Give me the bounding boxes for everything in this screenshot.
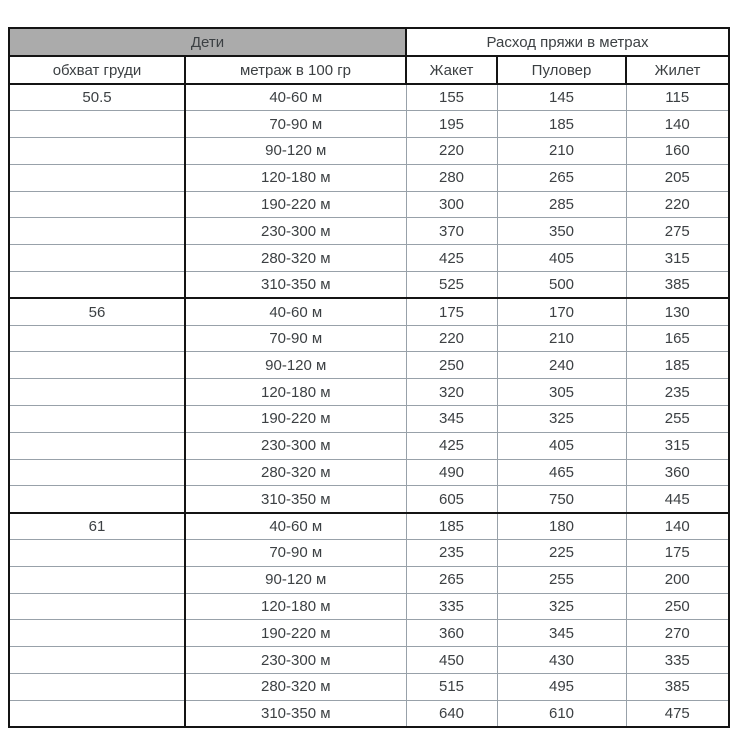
- vest-cell: 270: [626, 620, 729, 647]
- yarn-consumption-table-container: [8, 27, 730, 728]
- table-row: [9, 459, 729, 486]
- range-cell: 310-350 м: [185, 486, 406, 513]
- vest-cell: 250: [626, 593, 729, 620]
- jacket-cell: 335: [406, 593, 497, 620]
- jacket-cell: 195: [406, 111, 497, 138]
- chest-cell: [9, 245, 185, 272]
- jacket-cell: 250: [406, 352, 497, 379]
- table-row: [9, 218, 729, 245]
- range-cell: 190-220 м: [185, 191, 406, 218]
- vest-cell: 165: [626, 325, 729, 352]
- chest-cell: [9, 406, 185, 433]
- chest-cell: [9, 325, 185, 352]
- vest-cell: 445: [626, 486, 729, 513]
- table-row: [9, 84, 729, 111]
- range-cell: 70-90 м: [185, 325, 406, 352]
- table-row: [9, 191, 729, 218]
- chest-cell: [9, 566, 185, 593]
- table-header: [9, 28, 729, 84]
- chest-cell: [9, 486, 185, 513]
- table-row: [9, 298, 729, 325]
- chest-cell: [9, 674, 185, 701]
- chest-cell: [9, 540, 185, 567]
- vest-cell: 255: [626, 406, 729, 433]
- range-cell: 190-220 м: [185, 406, 406, 433]
- vest-cell: 315: [626, 432, 729, 459]
- chest-cell: 56: [9, 298, 185, 325]
- jacket-cell: 525: [406, 272, 497, 299]
- chest-cell: 61: [9, 513, 185, 540]
- range-cell: 230-300 м: [185, 432, 406, 459]
- chest-cell: [9, 459, 185, 486]
- vest-cell: 235: [626, 379, 729, 406]
- range-cell: 40-60 м: [185, 513, 406, 540]
- vest-cell: 205: [626, 164, 729, 191]
- table-row: [9, 406, 729, 433]
- pullover-cell: 170: [497, 298, 626, 325]
- table-row: [9, 245, 729, 272]
- column-header-yardage: метраж в 100 гр: [185, 56, 406, 84]
- jacket-cell: 265: [406, 566, 497, 593]
- range-cell: 280-320 м: [185, 459, 406, 486]
- vest-cell: 140: [626, 111, 729, 138]
- range-cell: 310-350 м: [185, 272, 406, 299]
- pullover-cell: 345: [497, 620, 626, 647]
- pullover-cell: 210: [497, 325, 626, 352]
- table-row: [9, 647, 729, 674]
- pullover-cell: 405: [497, 245, 626, 272]
- range-cell: 90-120 м: [185, 138, 406, 165]
- range-cell: 230-300 м: [185, 647, 406, 674]
- table-row: [9, 138, 729, 165]
- jacket-cell: 425: [406, 245, 497, 272]
- pullover-cell: 255: [497, 566, 626, 593]
- column-header-vest: Жилет: [626, 56, 729, 84]
- table-row: [9, 164, 729, 191]
- range-cell: 120-180 м: [185, 164, 406, 191]
- yarn-consumption-table: [8, 27, 730, 728]
- pullover-cell: 495: [497, 674, 626, 701]
- chest-cell: [9, 164, 185, 191]
- jacket-cell: 280: [406, 164, 497, 191]
- vest-cell: 335: [626, 647, 729, 674]
- jacket-cell: 370: [406, 218, 497, 245]
- range-cell: 280-320 м: [185, 245, 406, 272]
- jacket-cell: 320: [406, 379, 497, 406]
- table-row: [9, 620, 729, 647]
- chest-cell: [9, 620, 185, 647]
- pullover-cell: 350: [497, 218, 626, 245]
- pullover-cell: 500: [497, 272, 626, 299]
- pullover-cell: 145: [497, 84, 626, 111]
- table-row: [9, 272, 729, 299]
- table-row: [9, 700, 729, 727]
- pullover-cell: 325: [497, 593, 626, 620]
- table-row: [9, 513, 729, 540]
- jacket-cell: 345: [406, 406, 497, 433]
- pullover-cell: 305: [497, 379, 626, 406]
- vest-cell: 385: [626, 272, 729, 299]
- pullover-cell: 240: [497, 352, 626, 379]
- jacket-cell: 640: [406, 700, 497, 727]
- range-cell: 40-60 м: [185, 84, 406, 111]
- group-header-row: [9, 28, 729, 56]
- table-row: [9, 566, 729, 593]
- range-cell: 190-220 м: [185, 620, 406, 647]
- table-row: [9, 432, 729, 459]
- table-row: [9, 486, 729, 513]
- chest-cell: [9, 379, 185, 406]
- range-cell: 120-180 м: [185, 593, 406, 620]
- vest-cell: 315: [626, 245, 729, 272]
- vest-cell: 185: [626, 352, 729, 379]
- table-row: [9, 593, 729, 620]
- chest-cell: [9, 218, 185, 245]
- vest-cell: 130: [626, 298, 729, 325]
- chest-cell: [9, 352, 185, 379]
- chest-cell: [9, 138, 185, 165]
- table-body: [9, 84, 729, 727]
- column-header-chest: обхват груди: [9, 56, 185, 84]
- pullover-cell: 430: [497, 647, 626, 674]
- pullover-cell: 285: [497, 191, 626, 218]
- chest-cell: [9, 191, 185, 218]
- vest-cell: 475: [626, 700, 729, 727]
- chest-cell: [9, 111, 185, 138]
- jacket-cell: 605: [406, 486, 497, 513]
- range-cell: 70-90 м: [185, 111, 406, 138]
- chest-cell: [9, 272, 185, 299]
- jacket-cell: 490: [406, 459, 497, 486]
- column-header-row: [9, 56, 729, 84]
- range-cell: 280-320 м: [185, 674, 406, 701]
- vest-cell: 175: [626, 540, 729, 567]
- vest-cell: 360: [626, 459, 729, 486]
- vest-cell: 220: [626, 191, 729, 218]
- chest-cell: [9, 432, 185, 459]
- jacket-cell: 235: [406, 540, 497, 567]
- pullover-cell: 210: [497, 138, 626, 165]
- column-header-pullover: Пуловер: [497, 56, 626, 84]
- chest-cell: [9, 593, 185, 620]
- table-row: [9, 674, 729, 701]
- pullover-cell: 265: [497, 164, 626, 191]
- jacket-cell: 155: [406, 84, 497, 111]
- table-row: [9, 111, 729, 138]
- chest-cell: [9, 700, 185, 727]
- vest-cell: 115: [626, 84, 729, 111]
- pullover-cell: 325: [497, 406, 626, 433]
- vest-cell: 275: [626, 218, 729, 245]
- vest-cell: 385: [626, 674, 729, 701]
- pullover-cell: 465: [497, 459, 626, 486]
- pullover-cell: 405: [497, 432, 626, 459]
- jacket-cell: 450: [406, 647, 497, 674]
- jacket-cell: 220: [406, 138, 497, 165]
- table-row: [9, 352, 729, 379]
- column-header-jacket: Жакет: [406, 56, 497, 84]
- range-cell: 70-90 м: [185, 540, 406, 567]
- vest-cell: 160: [626, 138, 729, 165]
- table-row: [9, 325, 729, 352]
- range-cell: 230-300 м: [185, 218, 406, 245]
- jacket-cell: 360: [406, 620, 497, 647]
- jacket-cell: 300: [406, 191, 497, 218]
- table-row: [9, 379, 729, 406]
- jacket-cell: 175: [406, 298, 497, 325]
- pullover-cell: 750: [497, 486, 626, 513]
- pullover-cell: 185: [497, 111, 626, 138]
- group-header-yarn-consumption: Расход пряжи в метрах: [406, 28, 729, 56]
- range-cell: 120-180 м: [185, 379, 406, 406]
- jacket-cell: 220: [406, 325, 497, 352]
- jacket-cell: 515: [406, 674, 497, 701]
- range-cell: 90-120 м: [185, 352, 406, 379]
- range-cell: 90-120 м: [185, 566, 406, 593]
- jacket-cell: 185: [406, 513, 497, 540]
- chest-cell: 50.5: [9, 84, 185, 111]
- jacket-cell: 425: [406, 432, 497, 459]
- range-cell: 310-350 м: [185, 700, 406, 727]
- vest-cell: 140: [626, 513, 729, 540]
- table-row: [9, 540, 729, 567]
- pullover-cell: 180: [497, 513, 626, 540]
- chest-cell: [9, 647, 185, 674]
- pullover-cell: 225: [497, 540, 626, 567]
- group-header-children: Дети: [9, 28, 406, 56]
- vest-cell: 200: [626, 566, 729, 593]
- range-cell: 40-60 м: [185, 298, 406, 325]
- pullover-cell: 610: [497, 700, 626, 727]
